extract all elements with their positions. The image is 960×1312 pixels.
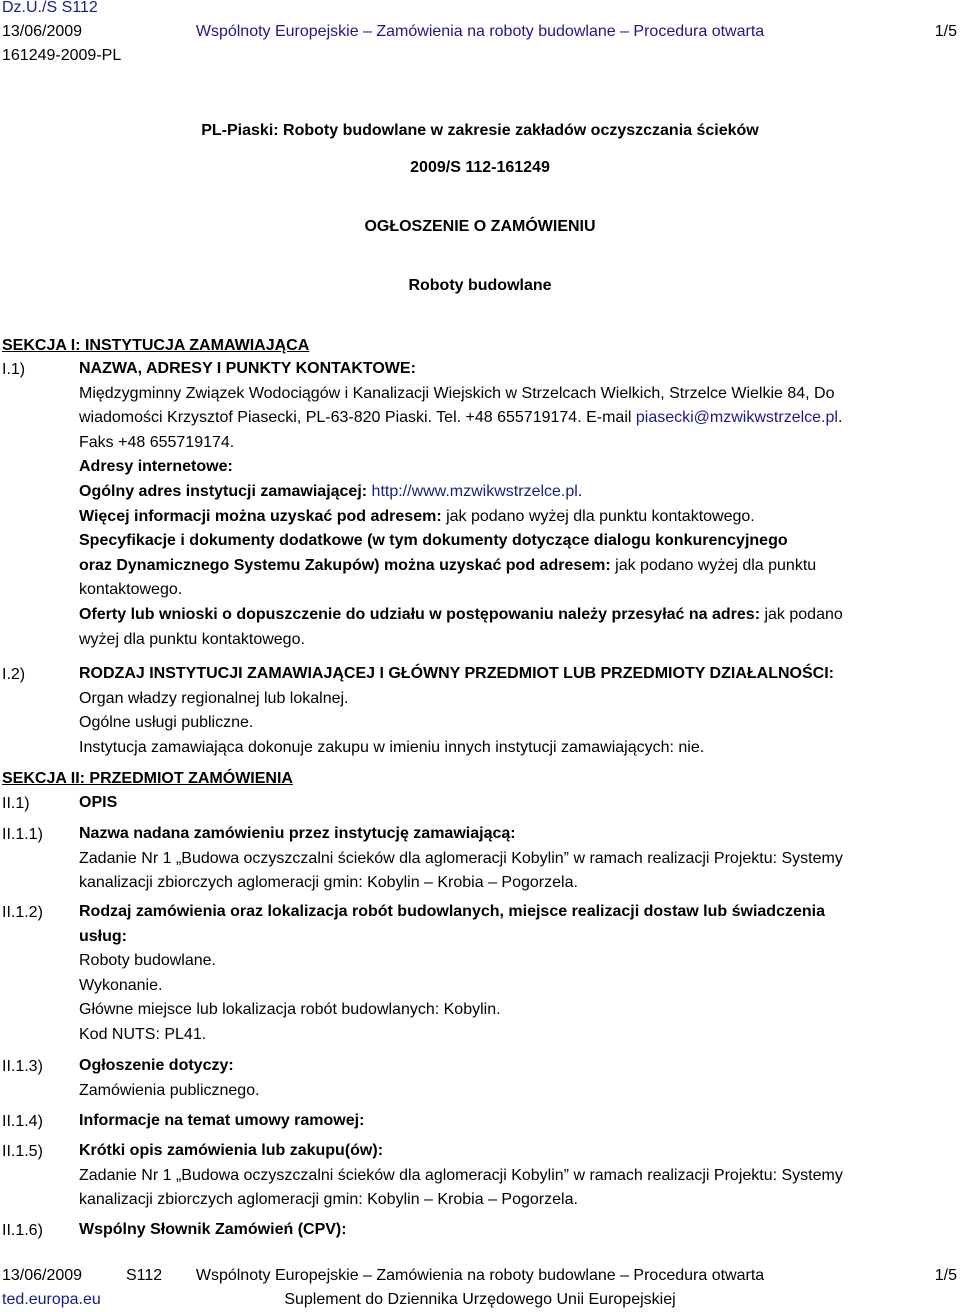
ii13-block <box>79 1054 939 1103</box>
ii14-number: II.1.4) <box>2 1113 43 1130</box>
i2-label: RODZAJ INSTYTUCJI ZAMAWIAJĄCEJ I GŁÓWNY PRZEDMIOT LUB PRZEDMIOTY DZIAŁALNOŚCI: <box>79 665 834 682</box>
i2-line-2: Ogólne usługi publiczne. <box>79 714 254 732</box>
ii11-line-2: kanalizacji zbiorczych aglomeracji gmin: Kobylin – Krobia – Pogorzela. <box>79 874 578 892</box>
i1-spec-line-1: Specyfikacje i dokumenty dodatkowe (w tym dokumenty dotyczące dialogu konkurencyjnego <box>79 532 788 550</box>
footer-site-link[interactable]: ted.europa.eu <box>2 1291 101 1308</box>
ii13-label: Ogłoszenie dotyczy: <box>79 1057 234 1074</box>
general-url-link[interactable]: http://www.mzwikwstrzelce.pl <box>371 482 578 500</box>
ii1-number: II.1) <box>2 795 30 812</box>
i1-block <box>79 357 939 652</box>
footer-title: Wspólnoty Europejskie – Zamówienia na roboty budowlane – Procedura otwarta <box>195 1267 765 1284</box>
ii1-label: OPIS <box>79 794 118 811</box>
ii14-label: Informacje na temat umowy ramowej: <box>79 1112 365 1129</box>
i1-address-line-2-end: . <box>837 409 843 427</box>
ii16-number: II.1.6) <box>2 1222 43 1239</box>
notice-main-title: PL-Piaski: Roboty budowlane w zakresie zakładów oczyszczania ścieków <box>201 122 759 139</box>
ii11-number: II.1.1) <box>2 826 43 843</box>
notice-type-heading: OGŁOSZENIE O ZAMÓWIENIU <box>364 218 596 235</box>
i1-address-line-2 <box>79 406 939 431</box>
i1-more-value: jak podano wyżej dla punktu kontaktowego. <box>441 507 755 525</box>
i1-more-label: Więcej informacji można uzyskać pod adresem: <box>79 507 442 525</box>
i1-address-line-2-text: wiadomości Krzysztof Piasecki, PL-63-820 Piaski. Tel. +48 655719174. E-mail <box>79 409 636 427</box>
i1-offers-line-1 <box>79 603 939 628</box>
footer-supplement: Suplement do Dziennika Urzędowego Unii Europejskiej <box>284 1291 676 1308</box>
ii12-block <box>79 900 939 1048</box>
i1-fax: Faks +48 655719174. <box>79 433 235 451</box>
i1-offers-rest: jak podano <box>760 605 843 623</box>
i1-address-line-1: Międzygminny Związek Wodociągów i Kanalizacji Wiejskich w Strzelcach Wielkich, Strzelce Wielkie 84, Do <box>79 384 835 402</box>
ii12-label-1: Rodzaj zamówienia oraz lokalizacja robót budowlanych, miejsce realizacji dostaw lub świadczenia <box>79 903 825 920</box>
ii11-label: Nazwa nadana zamówieniu przez instytucję zamawiającą: <box>79 825 516 842</box>
header-row-3 <box>0 44 960 68</box>
i1-spec-line-2-rest: jak podano wyżej dla punktu <box>610 556 817 574</box>
ii15-line-1: Zadanie Nr 1 „Budowa oczyszczalni ścieków dla aglomeracji Kobylin” w ramach realizacji Projektu: Systemy <box>79 1166 843 1184</box>
section-1-heading: SEKCJA I: INSTYTUCJA ZAMAWIAJĄCA <box>2 337 310 354</box>
i1-spec-line-3: kontaktowego. <box>79 581 183 599</box>
email-link[interactable]: piasecki@mzwikwstrzelce.pl <box>635 409 838 427</box>
i1-spec-line-2-bold: oraz Dynamicznego Systemu Zakupów) można uzyskać pod adresem: <box>79 556 611 574</box>
ii11-block <box>79 822 939 896</box>
ii11-line-1: Zadanie Nr 1 „Budowa oczyszczalni ścieków dla aglomeracji Kobylin” w ramach realizacji Projektu: Systemy <box>79 849 843 867</box>
ii15-label: Krótki opis zamówienia lub zakupu(ów): <box>79 1142 384 1159</box>
i2-line-1: Organ władzy regionalnej lub lokalnej. <box>79 689 349 707</box>
ii12-line-4: Kod NUTS: PL41. <box>79 1025 207 1043</box>
ii15-line-2: kanalizacji zbiorczych aglomeracji gmin: Kobylin – Krobia – Pogorzela. <box>79 1191 578 1209</box>
section-2-heading: SEKCJA II: PRZEDMIOT ZAMÓWIENIA <box>2 770 293 787</box>
header-date: 13/06/2009 <box>2 23 83 40</box>
i2-number: I.2) <box>2 666 26 683</box>
ii14-block <box>79 1109 939 1134</box>
ii12-line-3: Główne miejsce lub lokalizacja robót budowlanych: Kobylin. <box>79 1001 501 1019</box>
i1-web-label: Adresy internetowe: <box>79 458 233 476</box>
ii15-block <box>79 1139 939 1213</box>
i1-general-address <box>79 480 939 505</box>
i1-general-label: Ogólny adres instytucji zamawiającej: <box>79 482 372 500</box>
i1-spec-line-2 <box>79 554 939 579</box>
header-page: 1/5 <box>934 23 957 40</box>
footer-page: 1/5 <box>934 1267 957 1284</box>
i1-label: NAZWA, ADRESY I PUNKTY KONTAKTOWE: <box>79 360 416 377</box>
ii16-block <box>79 1218 939 1243</box>
ii16-label: Wspólny Słownik Zamówień (CPV): <box>79 1221 347 1238</box>
i1-general-end: . <box>577 482 583 500</box>
footer-row-2 <box>0 1288 960 1312</box>
ii13-number: II.1.3) <box>2 1058 43 1075</box>
i2-block <box>79 662 939 760</box>
i1-offers-line-2: wyżej dla punktu kontaktowego. <box>79 630 305 648</box>
footer-row-1 <box>0 1264 960 1288</box>
i1-number: I.1) <box>2 361 26 378</box>
ii12-line-1: Roboty budowlane. <box>79 952 216 970</box>
ii12-line-2: Wykonanie. <box>79 976 163 994</box>
header-row-1 <box>0 0 960 20</box>
i1-more-info <box>79 505 939 530</box>
ii1-block <box>79 791 939 816</box>
notice-reference: 2009/S 112-161249 <box>410 159 550 176</box>
ii15-number: II.1.5) <box>2 1143 43 1160</box>
header-doc-id: 161249-2009-PL <box>2 47 122 64</box>
ii12-number: II.1.2) <box>2 904 43 921</box>
footer-issue: S112 <box>126 1267 163 1284</box>
i1-offers-bold: Oferty lub wnioski o dopuszczenie do udziału w postępowaniu należy przesyłać na adres: <box>79 605 761 623</box>
header-row-2 <box>0 20 960 44</box>
i2-line-3: Instytucja zamawiająca dokonuje zakupu w imieniu innych instytucji zamawiających: nie. <box>79 738 705 756</box>
contract-type-heading: Roboty budowlane <box>408 277 552 294</box>
header-title-link[interactable]: Wspólnoty Europejskie – Zamówienia na roboty budowlane – Procedura otwarta <box>195 23 765 40</box>
ii13-line-1: Zamówienia publicznego. <box>79 1081 260 1099</box>
footer-date: 13/06/2009 <box>2 1267 83 1284</box>
journal-link[interactable]: Dz.U./S S112 <box>2 0 98 16</box>
ii12-label-2: usług: <box>79 927 127 945</box>
